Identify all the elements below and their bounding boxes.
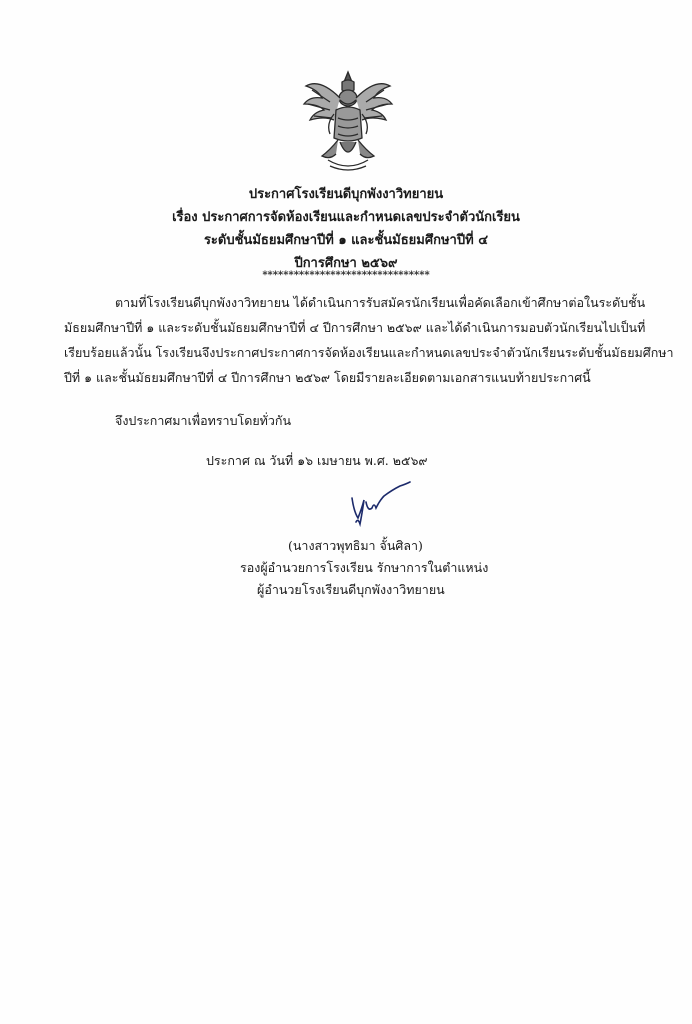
garuda-emblem [300, 68, 396, 174]
announcement-year: ปีการศึกษา ๒๕๖๙ [294, 256, 398, 271]
announcement-title: ประกาศโรงเรียนดีบุกพังงาวิทยายน [248, 187, 444, 202]
announcement-date: ประกาศ ณ วันที่ ๑๖ เมษายน พ.ศ. ๒๕๖๙ [206, 453, 428, 468]
separator-line: ******************************** [262, 270, 430, 281]
announcement-subject: เรื่อง ประกาศการจัดห้องเรียนและกำหนดเลขประจำตัวนักเรียน [172, 210, 520, 225]
handwritten-signature [340, 478, 420, 528]
signer-name: (นางสาวพุทธิมา จั้นศิลา) [288, 538, 423, 553]
paragraph-line: เรียบร้อยแล้วนั้น โรงเรียนจึงประกาศประกาศการจัดห้องเรียนและกำหนดเลขประจำตัวนักเรียนระดับชั้นมัธยมศึกษา [64, 345, 674, 360]
announcement-level: ระดับชั้นมัธยมศึกษาปีที่ ๑ และชั้นมัธยมศึกษาปีที่ ๔ [203, 233, 489, 248]
signer-position-acting: ผู้อำนวยโรงเรียนดีบุกพังงาวิทยายน [257, 582, 445, 597]
paragraph-line: มัธยมศึกษาปีที่ ๑ และระดับชั้นมัธยมศึกษาปีที่ ๔ ปีการศึกษา ๒๕๖๙ และได้ดำเนินการมอบตัวนักเรียนไปเป็นที่ [64, 320, 646, 335]
signer-position: รองผู้อำนวยการโรงเรียน รักษาการในตำแหน่ง [240, 560, 489, 575]
closing-statement: จึงประกาศมาเพื่อทราบโดยทั่วกัน [115, 413, 292, 428]
paragraph-line: ปีที่ ๑ และชั้นมัธยมศึกษาปีที่ ๔ ปีการศึกษา ๒๕๖๙ โดยมีรายละเอียดตามเอกสารแนบท้ายประกาศนี้ [64, 370, 591, 385]
paragraph-line: ตามที่โรงเรียนดีบุกพังงาวิทยายน ได้ดำเนินการรับสมัครนักเรียนเพื่อคัดเลือกเข้าศึกษาต่อในระดับชั้น [115, 295, 646, 310]
